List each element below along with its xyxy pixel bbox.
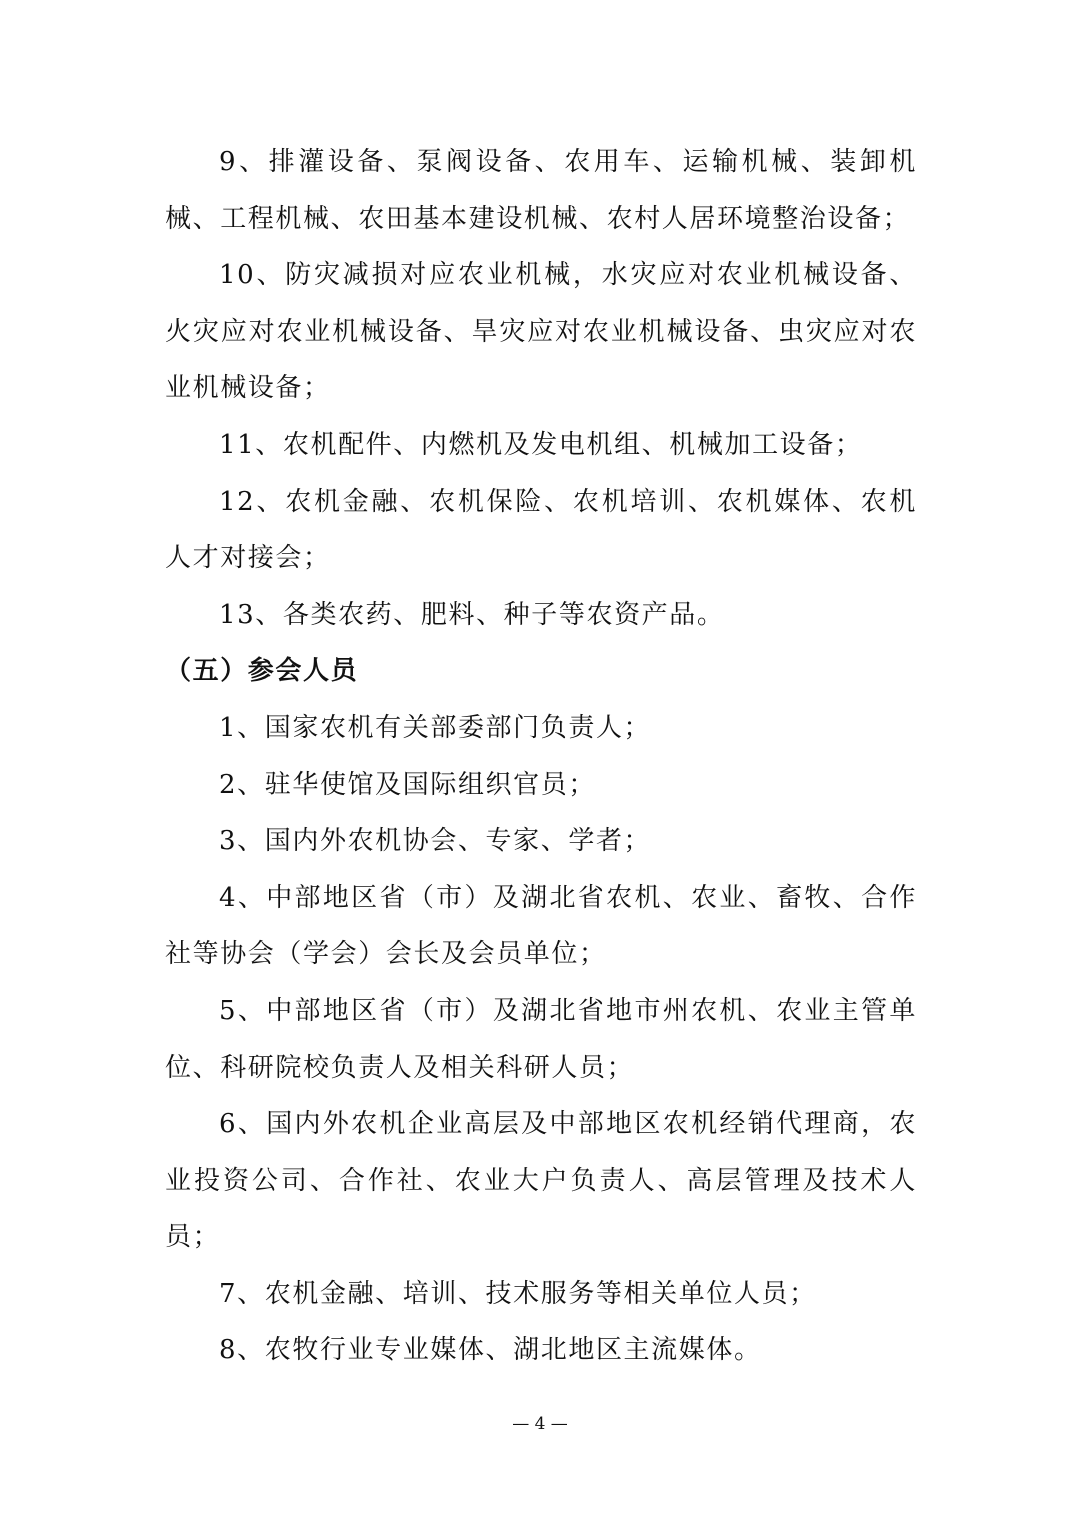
attendee-item-6: 6、国内外农机企业高层及中部地区农机经销代理商，农业投资公司、合作社、农业大户负责人、高层管理及技术人员； <box>165 1109 917 1253</box>
equipment-item-9: 9、排灌设备、泵阀设备、农用车、运输机械、装卸机械、工程机械、农田基本建设机械、农村人居环境整治设备； <box>165 147 917 234</box>
equipment-item-12: 12、农机金融、农机保险、农机培训、农机媒体、农机人才对接会； <box>165 486 917 574</box>
attendee-item-2: 2、驻华使馆及国际组织官员； <box>219 769 596 800</box>
document-body <box>165 134 917 1379</box>
attendee-item-3: 3、国内外农机协会、专家、学者； <box>219 826 652 857</box>
equipment-item-10: 10、防灾减损对应农业机械，水灾应对农业机械设备、火灾应对农业机械设备、旱灾应对农业机械设备、虫灾应对农业机械设备； <box>165 260 917 404</box>
attendee-item-8: 8、农牧行业专业媒体、湖北地区主流媒体。 <box>219 1335 762 1366</box>
attendee-item-7: 7、农机金融、培训、技术服务等相关单位人员； <box>219 1278 817 1309</box>
equipment-item-11: 11、农机配件、内燃机及发电机组、机械加工设备； <box>219 429 863 460</box>
equipment-item-13: 13、各类农药、肥料、种子等农资产品。 <box>219 599 725 630</box>
page-number: — 4 — <box>512 1414 568 1434</box>
attendee-item-4: 4、中部地区省（市）及湖北省农机、农业、畜牧、合作社等协会（学会）会长及会员单位； <box>165 882 917 970</box>
attendee-item-1: 1、国家农机有关部委部门负责人； <box>219 712 652 743</box>
section-heading-attendees: （五）参会人员 <box>165 656 359 687</box>
attendee-item-5: 5、中部地区省（市）及湖北省地市州农机、农业主管单位、科研院校负责人及相关科研人员； <box>165 995 917 1083</box>
